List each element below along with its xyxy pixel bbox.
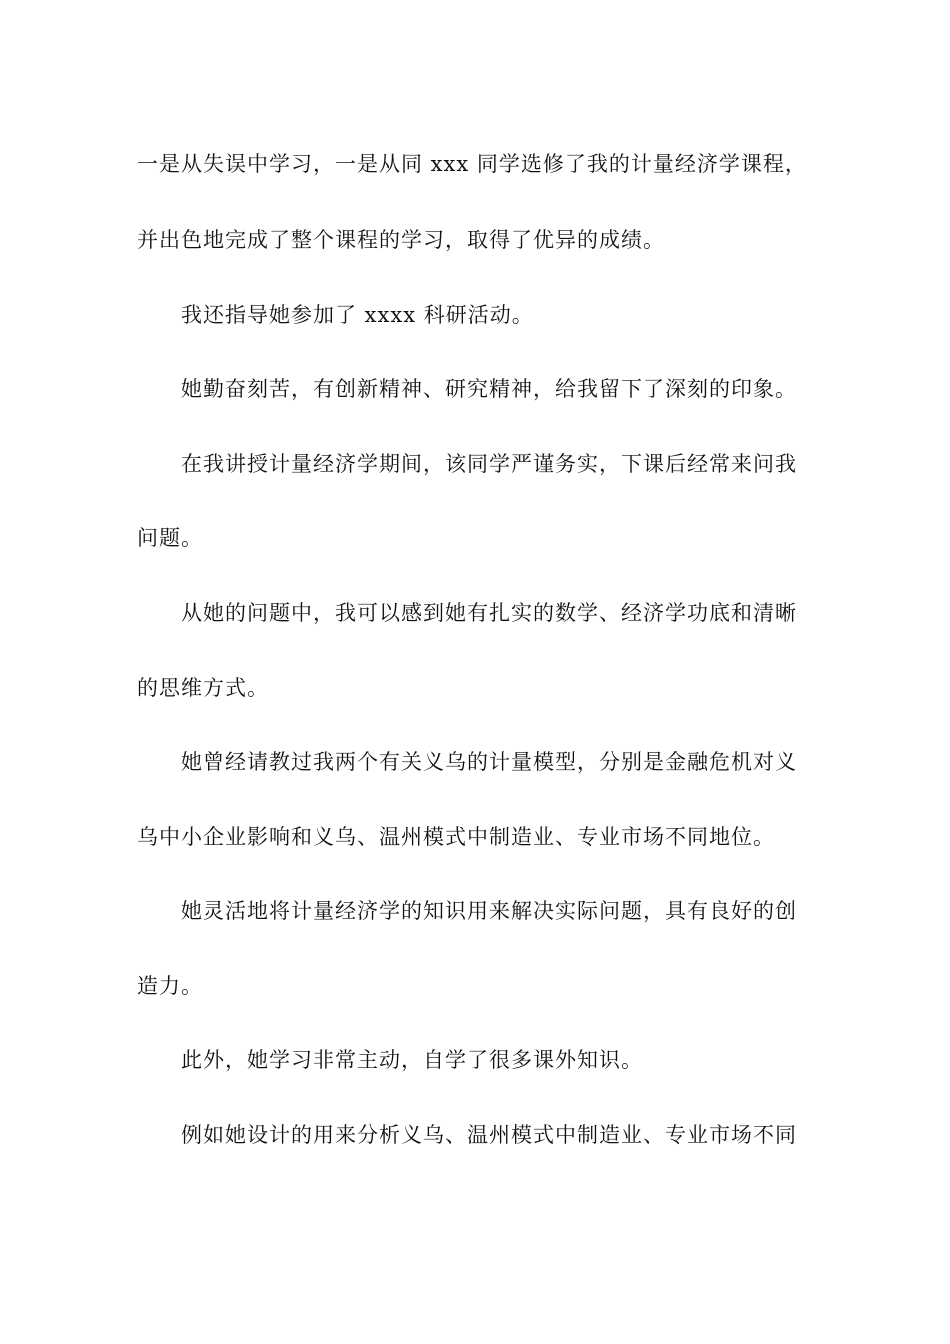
text-line-4: 她勤奋刻苦，有创新精神、研究精神，给我留下了深刻的印象。 — [181, 377, 797, 401]
text-line-11: 她灵活地将计量经济学的知识用来解决实际问题，具有良好的创 — [181, 899, 797, 923]
text-line-7: 从她的问题中，我可以感到她有扎实的数学、经济学功底和清晰 — [181, 601, 797, 625]
text-line-10: 乌中小企业影响和义乌、温州模式中制造业、专业市场不同地位。 — [137, 825, 775, 849]
text-line-3: 我还指导她参加了 xxxx 科研活动。 — [181, 303, 534, 327]
text-line-5: 在我讲授计量经济学期间，该同学严谨务实，下课后经常来问我 — [181, 452, 797, 476]
text-line-12: 造力。 — [137, 974, 203, 998]
text-line-9: 她曾经请教过我两个有关义乌的计量模型，分别是金融危机对义 — [181, 750, 797, 774]
text-line-6: 问题。 — [137, 526, 203, 550]
text-line-2: 并出色地完成了整个课程的学习，取得了优异的成绩。 — [137, 228, 665, 252]
text-line-14: 例如她设计的用来分析义乌、温州模式中制造业、专业市场不同 — [181, 1123, 797, 1147]
text-line-8: 的思维方式。 — [137, 676, 269, 700]
text-line-1: 一是从失误中学习，一是从同 xxx 同学选修了我的计量经济学课程， — [137, 152, 807, 176]
text-line-13: 此外，她学习非常主动，自学了很多课外知识。 — [181, 1048, 643, 1072]
